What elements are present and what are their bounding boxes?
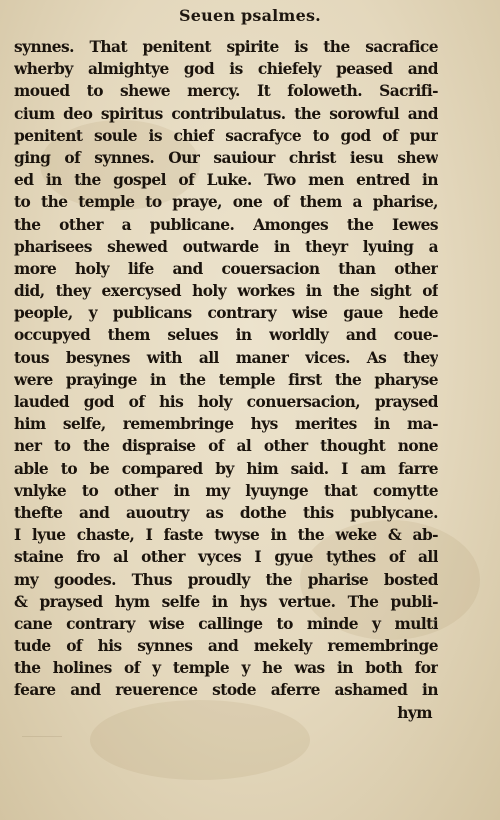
- text-line: lauded god of his holy conuersacion, praysed: [14, 393, 438, 411]
- text-line: more holy life and couersacion than other: [14, 259, 438, 278]
- text-line: occupyed them selues in worldly and coue-: [14, 326, 438, 345]
- text-line: him selfe, remembringe hys merites in ma-: [14, 415, 438, 434]
- text-line: were prayinge in the temple first the pharyse: [14, 370, 438, 389]
- text-line: ed in the gospel of Luke. Two men entred in: [14, 171, 438, 190]
- text-line: tude of his synnes and mekely remembringe: [14, 637, 438, 656]
- text-line: thefte and auoutry as dothe this publycane.: [14, 503, 438, 522]
- text-line: pharisees shewed outwarde in theyr lyuing a: [14, 237, 438, 256]
- text-line: able to be compared by him said. I am farre: [14, 459, 438, 478]
- text-line: penitent soule is chief sacrafyce to god of pur: [14, 126, 438, 145]
- text-line: tous besynes with all maner vices. As they: [14, 348, 438, 367]
- text-line: ging of synnes. Our sauiour christ iesu shew: [14, 148, 438, 167]
- text-line: I lyue chaste, I faste twyse in the weke & ab-: [14, 526, 438, 545]
- text-line: cium deo spiritus contribulatus. the sorowful and: [14, 104, 438, 123]
- text-line: staine fro al other vyces I gyue tythes of all: [14, 548, 438, 567]
- text-line: vnlyke to other in my lyuynge that comytte: [14, 481, 438, 500]
- text-line: ner to the dispraise of al other thought none: [14, 437, 438, 456]
- running-head: Seuen psalmes.: [179, 6, 321, 25]
- catchword: hym: [397, 703, 432, 722]
- text-line: wherby almightye god is chiefely peased and: [14, 60, 438, 79]
- faint-margin-mark: [22, 722, 62, 737]
- text-line: did, they exercysed holy workes in the sight of: [14, 282, 438, 301]
- text-line: the other a publicane. Amonges the Iewes: [14, 215, 438, 234]
- text-line: synnes. That penitent spirite is the sacrafice: [14, 38, 438, 56]
- text-line: the holines of y temple y he was in both for: [14, 659, 438, 678]
- text-line: people, y publicans contrary wise gaue hede: [14, 304, 438, 323]
- text-line: moued to shewe mercy. It foloweth. Sacrifi-: [14, 82, 438, 101]
- text-line: cane contrary wise callinge to minde y multi: [14, 614, 438, 633]
- text-line: my goodes. Thus proudly the pharise bosted: [14, 570, 438, 589]
- text-line: & praysed hym selfe in hys vertue. The publi-: [14, 592, 438, 611]
- text-block: [14, 36, 438, 724]
- text-line: feare and reuerence stode aferre ashamed in: [14, 681, 438, 700]
- text-line: to the temple to praye, one of them a pharise,: [14, 193, 438, 212]
